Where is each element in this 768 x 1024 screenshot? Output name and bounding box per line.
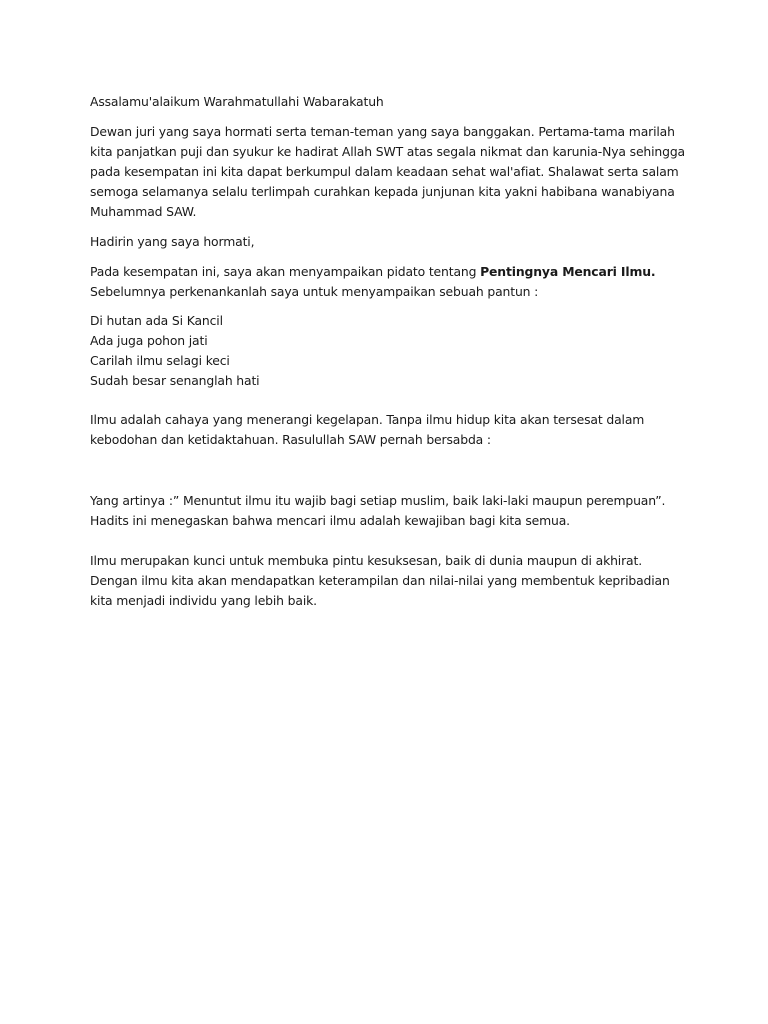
pantun-line: Di hutan ada Si Kancil <box>90 313 223 328</box>
opening-paragraph: Dewan juri yang saya hormati serta teman-teman yang saya banggakan. Pertama-tama marilah kita panjatkan puji dan syukur ke hadirat Allah SWT atas segala nikmat dan karunia-Nya sehingga pada kesempatan ini kita dapat berkumpul dalam keadaan sehat wal'afiat. Shalawat serta salam semoga selamanya selalu terlimpah curahkan kepada junjunan kita yakni habibana wanabiyana Muhammad SAW. <box>90 124 685 219</box>
pantun-line: Sudah besar senanglah hati <box>90 373 260 388</box>
topic-title: Pentingnya Mencari Ilmu. <box>480 264 656 279</box>
pantun-line: Ada juga pohon jati <box>90 333 208 348</box>
knowledge-paragraph: Ilmu adalah cahaya yang menerangi kegelapan. Tanpa ilmu hidup kita akan tersesat dalam kebodohan dan ketidaktahuan. Rasulullah SAW pernah bersabda : <box>90 412 645 447</box>
topic-outro-text: Sebelumnya perkenankanlah saya untuk menyampaikan sebuah pantun : <box>90 284 539 299</box>
document-body <box>90 92 690 611</box>
pantun-line: Carilah ilmu selagi keci <box>90 353 230 368</box>
audience-greeting: Hadirin yang saya hormati, <box>90 234 255 249</box>
greeting: Assalamu'alaikum Warahmatullahi Wabarakatuh <box>90 94 384 109</box>
hadith-paragraph: Yang artinya :” Menuntut ilmu itu wajib bagi setiap muslim, baik laki-laki maupun perempuan”. Hadits ini menegaskan bahwa mencari ilmu adalah kewajiban bagi kita semua. <box>90 493 666 528</box>
pantun-block <box>90 311 690 391</box>
closing-paragraph: Ilmu merupakan kunci untuk membuka pintu kesuksesan, baik di dunia maupun di akhirat. Dengan ilmu kita akan mendapatkan keterampilan dan nilai-nilai yang membentuk kepribadian kita menjadi individu yang lebih baik. <box>90 553 670 608</box>
topic-intro-text: Pada kesempatan ini, saya akan menyampaikan pidato tentang <box>90 264 481 279</box>
topic-paragraph <box>90 262 690 302</box>
